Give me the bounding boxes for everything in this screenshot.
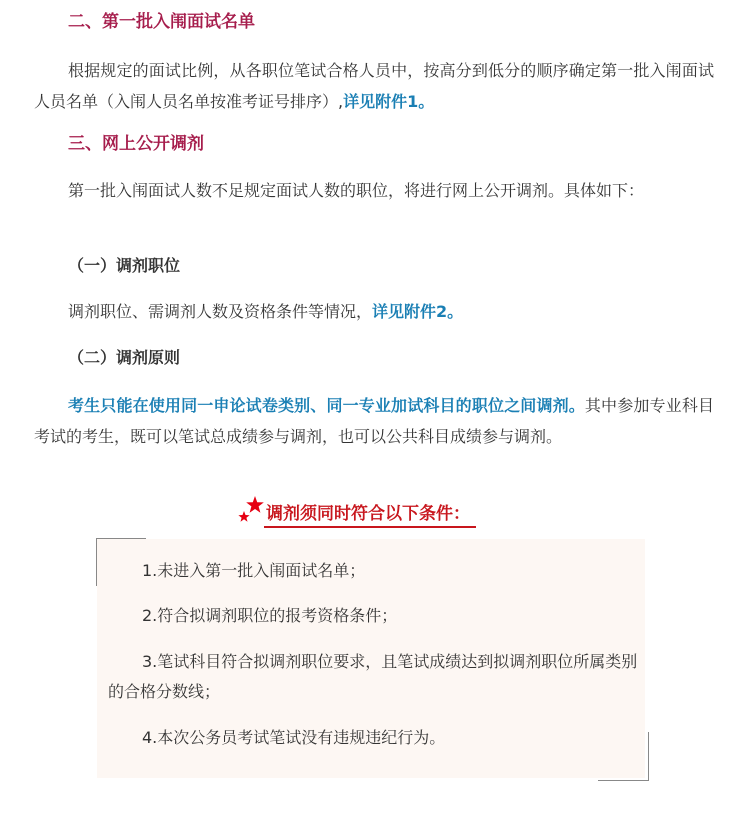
principle-highlight: 考生只能在使用同一申论试卷类别、同一专业加试科目的职位之间调剂。 [68, 396, 585, 415]
subheading-adjustment-positions: （一）调剂职位 [68, 256, 181, 275]
interview-list-text: 根据规定的面试比例，从各职位笔试合格人员中，按高分到低分的顺序确定第一批入闱面试人员名单（入闱人员名单按准考证号排序）, [34, 61, 714, 111]
box-corner-top-left [96, 538, 146, 539]
box-corner-bottom-right [598, 780, 649, 781]
box-corner-bottom-right-vertical [648, 732, 649, 781]
principle-text: 其中参加专业科目考试的考生，既可以笔试总成绩参与调剂，也可以公共科目成绩参与调剂。 [34, 396, 714, 446]
condition-item-4: 4.本次公务员考试笔试没有违规违纪行为。 [142, 728, 446, 747]
box-corner-top-left-vertical [96, 538, 97, 586]
attachment-2-link[interactable]: 详见附件2。 [372, 302, 464, 321]
section-heading-interview-list: 二、第一批入闱面试名单 [68, 12, 255, 32]
adjustment-principles-paragraph [34, 390, 714, 452]
condition-item-1: 1.未进入第一批入闱面试名单； [142, 561, 366, 580]
condition-item-3: 3.笔试科目符合拟调剂职位要求，且笔试成绩达到拟调剂职位所属类别的合格分数线； [108, 652, 638, 701]
subheading-adjustment-principles: （二）调剂原则 [68, 348, 181, 367]
attachment-1-link[interactable]: 详见附件1。 [343, 92, 435, 111]
conditions-notice [236, 494, 516, 530]
adjustment-positions-paragraph [68, 300, 463, 324]
red-stars-icon [236, 494, 266, 530]
condition-item-2: 2.符合拟调剂职位的报考资格条件； [142, 606, 398, 625]
section-heading-adjustment: 三、网上公开调剂 [68, 134, 204, 154]
adjustment-intro: 第一批入闱面试人数不足规定面试人数的职位，将进行网上公开调剂。具体如下： [68, 181, 645, 200]
conditions-title: 调剂须同时符合以下条件： [264, 502, 476, 528]
interview-list-paragraph [34, 55, 714, 117]
adjustment-positions-text: 调剂职位、需调剂人数及资格条件等情况， [68, 302, 373, 321]
